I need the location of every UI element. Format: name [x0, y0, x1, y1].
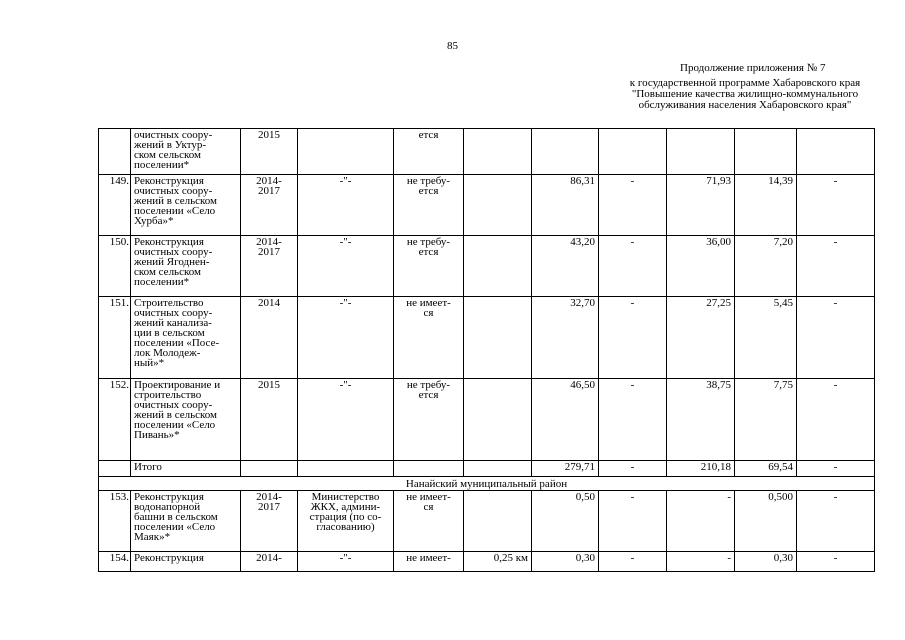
executor-cell: -"- — [298, 297, 394, 379]
row-number: 152. — [99, 379, 131, 461]
other-sources-cell: - — [797, 461, 875, 477]
federal-budget-cell: - — [599, 491, 667, 552]
year-cell: 2014- 2017 — [241, 175, 298, 236]
item-name: Реконструкция очистных соору- жений в сельском поселении «Село Хурба»* — [131, 175, 241, 236]
executor-cell: -"- — [298, 236, 394, 297]
other-sources-cell: - — [797, 236, 875, 297]
federal-budget-cell — [599, 129, 667, 175]
subtitle-line-3: обслуживания населения Хабаровского края" — [638, 99, 852, 111]
other-sources-cell: - — [797, 379, 875, 461]
capacity-cell — [464, 461, 532, 477]
total-cell: 86,31 — [532, 175, 599, 236]
municipal-budget-cell — [735, 129, 797, 175]
executor-cell — [298, 461, 394, 477]
regional-budget-cell: - — [667, 552, 735, 572]
federal-budget-cell: - — [599, 236, 667, 297]
regional-budget-cell: - — [667, 491, 735, 552]
other-sources-cell: - — [797, 297, 875, 379]
capacity-cell — [464, 379, 532, 461]
row-number: 150. — [99, 236, 131, 297]
program-table — [98, 128, 875, 572]
table-section — [99, 477, 875, 491]
other-sources-cell: - — [797, 552, 875, 572]
federal-budget-cell: - — [599, 461, 667, 477]
regional-budget-cell: 38,75 — [667, 379, 735, 461]
executor-cell: Министерство ЖКХ, админи- страция (по со- гласованию) — [298, 491, 394, 552]
capacity-cell: 0,25 км — [464, 552, 532, 572]
total-cell: 0,50 — [532, 491, 599, 552]
item-name: Итого — [131, 461, 241, 477]
expertise-cell: не требу- ется — [394, 379, 464, 461]
capacity-cell — [464, 297, 532, 379]
item-name: Реконструкция очистных соору- жений Ягоднен- ском сельском поселении* — [131, 236, 241, 297]
subtitle-line-1: к государственной программе Хабаровского края — [629, 77, 861, 89]
federal-budget-cell: - — [599, 175, 667, 236]
executor-cell: -"- — [298, 379, 394, 461]
year-cell: 2014- — [241, 552, 298, 572]
capacity-cell — [464, 491, 532, 552]
executor-cell: -"- — [298, 175, 394, 236]
item-name: очистных соору- жений в Уктур- ском сельском поселении* — [131, 129, 241, 175]
capacity-cell — [464, 129, 532, 175]
row-number: 153. — [99, 491, 131, 552]
executor-cell — [298, 129, 394, 175]
total-cell: 32,70 — [532, 297, 599, 379]
table-row — [99, 491, 875, 552]
year-cell — [241, 461, 298, 477]
regional-budget-cell: 27,25 — [667, 297, 735, 379]
regional-budget-cell: 71,93 — [667, 175, 735, 236]
item-name: Проектирование и строительство очистных соору- жений в сельском поселении «Село Пивань»* — [131, 379, 241, 461]
federal-budget-cell: - — [599, 297, 667, 379]
row-number: 149. — [99, 175, 131, 236]
federal-budget-cell: - — [599, 552, 667, 572]
expertise-cell: не имеет- ся — [394, 491, 464, 552]
expertise-cell: не требу- ется — [394, 175, 464, 236]
table-row — [99, 129, 875, 175]
expertise-cell: не требу- ется — [394, 236, 464, 297]
year-cell: 2015 — [241, 379, 298, 461]
regional-budget-cell — [667, 129, 735, 175]
subtitle-line-2: "Повышение качества жилищно-коммунального — [631, 88, 859, 100]
table-row — [99, 461, 875, 477]
expertise-cell — [394, 461, 464, 477]
row-number: 151. — [99, 297, 131, 379]
item-name: Реконструкция — [131, 552, 241, 572]
table-row — [99, 552, 875, 572]
expertise-cell: не имеет- ся — [394, 297, 464, 379]
municipal-budget-cell: 0,500 — [735, 491, 797, 552]
municipal-budget-cell: 69,54 — [735, 461, 797, 477]
other-sources-cell — [797, 129, 875, 175]
year-cell: 2014- 2017 — [241, 236, 298, 297]
total-cell — [532, 129, 599, 175]
year-cell: 2014- 2017 — [241, 491, 298, 552]
page-number: 85 — [447, 40, 458, 52]
appendix-subtitle — [600, 78, 890, 111]
capacity-cell — [464, 236, 532, 297]
table-row — [99, 379, 875, 461]
table-row — [99, 175, 875, 236]
row-number — [99, 461, 131, 477]
regional-budget-cell: 36,00 — [667, 236, 735, 297]
expertise-cell: ется — [394, 129, 464, 175]
total-cell: 0,30 — [532, 552, 599, 572]
item-name: Строительство очистных соору- жений канализа- ции в сельском поселении «Посе- лок Молодеж- ный»* — [131, 297, 241, 379]
other-sources-cell: - — [797, 175, 875, 236]
table-row — [99, 297, 875, 379]
municipal-budget-cell: 5,45 — [735, 297, 797, 379]
year-cell: 2014 — [241, 297, 298, 379]
municipal-budget-cell: 0,30 — [735, 552, 797, 572]
total-cell: 43,20 — [532, 236, 599, 297]
table-body-top — [99, 129, 875, 477]
federal-budget-cell: - — [599, 379, 667, 461]
total-cell: 279,71 — [532, 461, 599, 477]
item-name: Реконструкция водонапорной башни в сельском поселении «Село Маяк»* — [131, 491, 241, 552]
total-cell: 46,50 — [532, 379, 599, 461]
capacity-cell — [464, 175, 532, 236]
executor-cell: -"- — [298, 552, 394, 572]
row-number — [99, 129, 131, 175]
municipal-budget-cell: 14,39 — [735, 175, 797, 236]
continuation-note: Продолжение приложения № 7 — [680, 62, 826, 74]
table-body-bottom — [99, 491, 875, 572]
table-row — [99, 236, 875, 297]
row-number: 154. — [99, 552, 131, 572]
section-row — [99, 477, 875, 491]
municipal-budget-cell: 7,20 — [735, 236, 797, 297]
section-title: Нанайский муниципальный район — [99, 477, 875, 491]
other-sources-cell: - — [797, 491, 875, 552]
year-cell: 2015 — [241, 129, 298, 175]
expertise-cell: не имеет- — [394, 552, 464, 572]
municipal-budget-cell: 7,75 — [735, 379, 797, 461]
regional-budget-cell: 210,18 — [667, 461, 735, 477]
